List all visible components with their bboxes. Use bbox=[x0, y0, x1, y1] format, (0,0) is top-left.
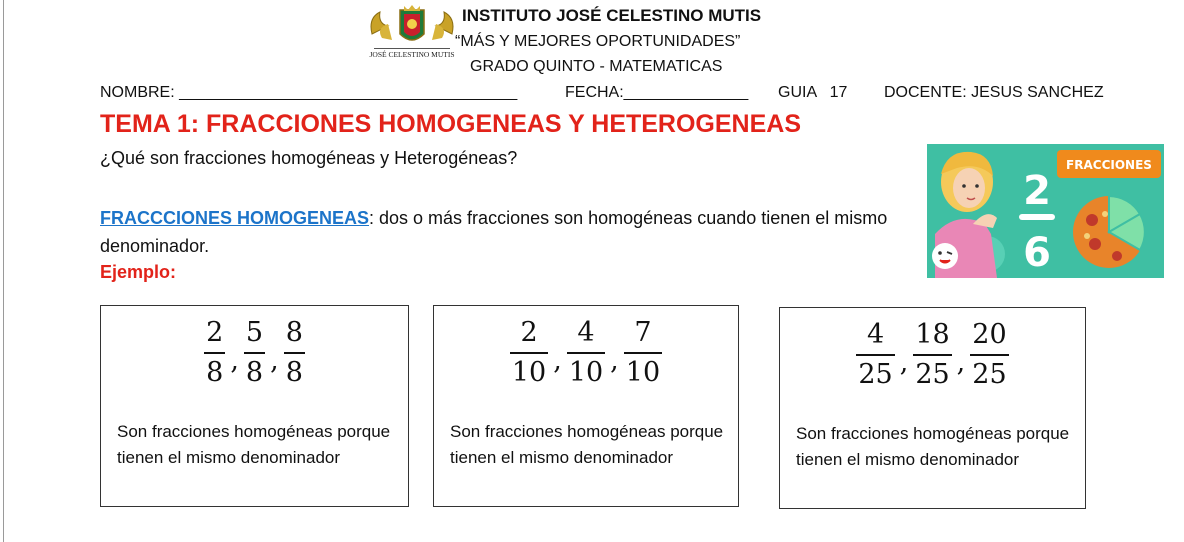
fraction: $\frac{4}{10}$ bbox=[568, 317, 604, 388]
fraction: $\frac{2}{10}$ bbox=[511, 317, 547, 388]
example-explanation: Son fracciones homogéneas porque tienen el mismo denominador bbox=[117, 422, 391, 467]
fraction-row: $\frac{2}{10}$ , $\frac{4}{10}$ , $\frac{7}{10}$ bbox=[511, 317, 661, 388]
fraction-row: $\frac{2}{8}$ , $\frac{5}{8}$ , $\frac{8}{8}$ bbox=[206, 317, 303, 388]
example-label: Ejemplo: bbox=[100, 262, 177, 282]
topic-title: TEMA 1: FRACCIONES HOMOGENEAS Y HETEROGENEAS bbox=[100, 110, 802, 138]
page-margin-rule bbox=[3, 0, 4, 542]
example-box-1 bbox=[100, 305, 409, 507]
fraction: $\frac{18}{25}$ bbox=[915, 319, 950, 390]
illustration-numerator: 2 bbox=[1023, 168, 1051, 214]
school-crest-logo bbox=[366, 4, 458, 62]
fraction: $\frac{2}{8}$ bbox=[206, 317, 224, 388]
fractions-illustration bbox=[927, 144, 1164, 278]
grade-subject: GRADO QUINTO - MATEMATICAS bbox=[470, 58, 723, 75]
fraction: $\frac{5}{8}$ bbox=[245, 317, 264, 388]
fraction: $\frac{4}{25}$ bbox=[858, 319, 893, 390]
example-box-2 bbox=[433, 305, 739, 507]
definition-text: : dos o más fracciones son homogéneas cuando tienen el mismo denominador. bbox=[100, 208, 888, 256]
nombre-field[interactable]: NOMBRE: ______________________________________ bbox=[100, 84, 518, 101]
example-box-3 bbox=[779, 307, 1086, 509]
example-explanation: Son fracciones homogéneas porque tienen el mismo denominador bbox=[450, 422, 724, 467]
example-explanation: Son fracciones homogéneas porque tienen el mismo denominador bbox=[796, 424, 1070, 469]
definition-paragraph bbox=[100, 204, 910, 260]
docente-name: DOCENTE: JESUS SANCHEZ bbox=[884, 84, 1104, 101]
definition-term: FRACCCIONES HOMOGENEAS bbox=[100, 208, 370, 228]
fraction: $\frac{20}{25}$ bbox=[972, 319, 1007, 390]
logo-caption: JOSÉ CELESTINO MUTIS bbox=[369, 50, 455, 59]
fraction-row: $\frac{4}{25}$ , $\frac{18}{25}$ , $\frac{20}{25}$ bbox=[858, 319, 1007, 390]
fecha-field[interactable]: FECHA:______________ bbox=[565, 84, 749, 101]
topic-question: ¿Qué son fracciones homogéneas y Heterogéneas? bbox=[100, 148, 518, 168]
institution-slogan: “MÁS Y MEJORES OPORTUNIDADES” bbox=[455, 33, 741, 50]
guia-number: GUIA 17 bbox=[778, 84, 848, 101]
institution-name: INSTITUTO JOSÉ CELESTINO MUTIS bbox=[462, 6, 762, 25]
illustration-badge: FRACCIONES bbox=[1066, 158, 1152, 172]
fraction: $\frac{8}{8}$ bbox=[285, 317, 303, 388]
illustration-denominator: 6 bbox=[1023, 230, 1051, 276]
fraction: $\frac{7}{10}$ bbox=[625, 317, 661, 388]
